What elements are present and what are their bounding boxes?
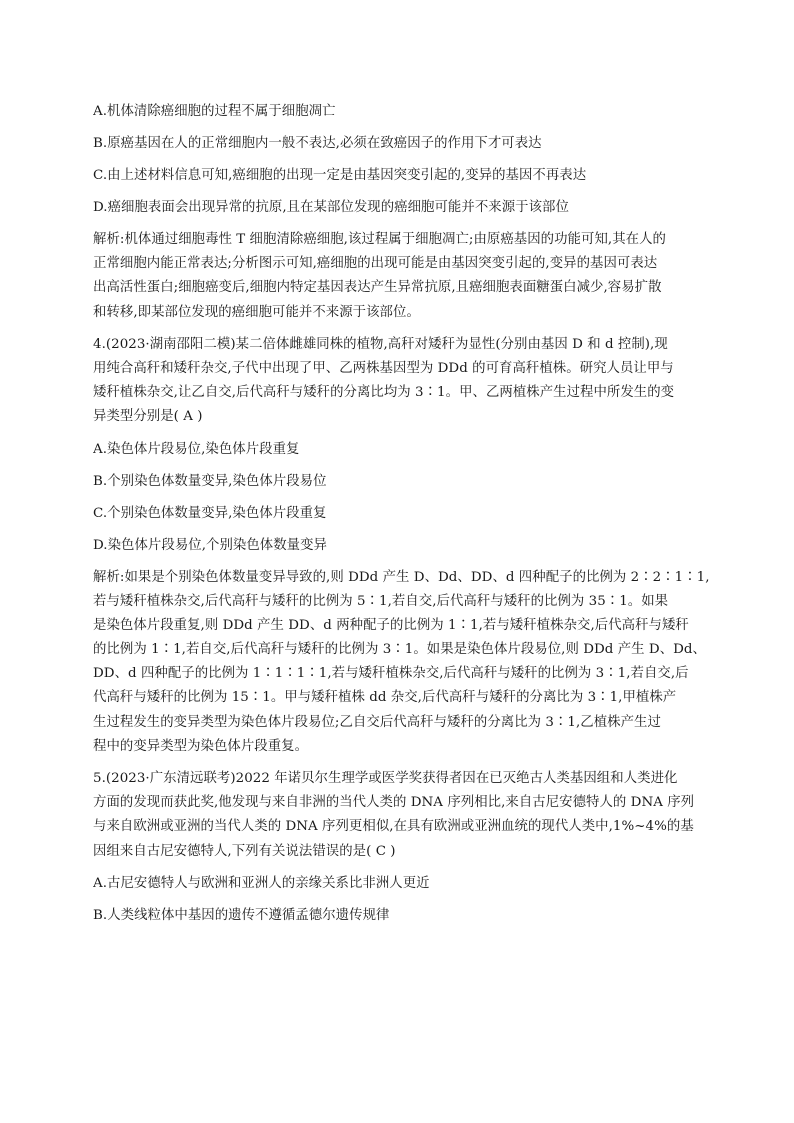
document-page (93, 100, 711, 936)
analysis-line: 生过程发生的变异类型为染色体片段易位;乙自交后代高秆与矮秆的分离比为 3∶1,乙植株产生过 (93, 714, 661, 730)
q5-option-a: A.古尼安德特人与欧洲和亚洲人的亲缘关系比非洲人更近 (93, 875, 430, 891)
q4-analysis (93, 566, 711, 760)
q3-option-b: B.原癌基因在人的正常细胞内一般不表达,必须在致癌因子的作用下才可表达 (93, 136, 542, 151)
question-line: 与来自欧洲或亚洲的当代人类的 DNA 序列更相似,在具有欧洲或亚洲血统的现代人类中,1%~4%的基 (93, 819, 694, 835)
question-line: 用纯合高秆和矮秆杂交,子代中出现了甲、乙两株基因型为 DDd 的可育高秆植株。研究人员让甲与 (93, 360, 674, 376)
q3-options (93, 100, 711, 220)
analysis-line: 出高活性蛋白;细胞癌变后,细胞内特定基因表达产生异常抗原,且癌细胞表面糖蛋白减少,容易扩散 (93, 280, 662, 296)
analysis-line: 正常细胞内能正常表达;分析图示可知,癌细胞的出现可能是由基因突变引起的,变异的基因可表达 (93, 256, 658, 272)
q4-options (93, 438, 711, 558)
q4-stem (93, 333, 711, 430)
q5-stem (93, 767, 711, 864)
q4-option-c: C.个别染色体数量变异,染色体片段重复 (93, 505, 327, 521)
question-line: 5.(2023·广东清远联考)2022 年诺贝尔生理学或医学奖获得者因在已灭绝古人类基因组和人类进化 (93, 771, 678, 786)
analysis-line: 程中的变异类型为染色体片段重复。 (93, 738, 309, 754)
analysis-line: DD、d 四种配子的比例为 1∶1∶1∶1,若与矮秆植株杂交,后代高秆与矮秆的比例为 3∶1,若自交,后 (93, 666, 689, 682)
analysis-line: 是染色体片段重复,则 DDd 产生 DD、d 两种配子的比例为 1∶1,若与矮秆植株杂交,后代高秆与矮秆 (93, 617, 689, 633)
analysis-line: 代高秆与矮秆的比例为 15∶1。甲与矮秆植株 dd 杂交,后代高秆与矮秆的分离比为 3∶1,甲植株产 (93, 690, 677, 706)
q5-options (93, 872, 711, 928)
question-line: 方面的发现而获此奖,他发现与来自非洲的当代人类的 DNA 序列相比,来自古尼安德特人的 DNA 序列 (93, 795, 695, 811)
question-line: 异类型分别是( A ) (93, 409, 203, 425)
analysis-line: 解析:如果是个别染色体数量变异导致的,则 DDd 产生 D、Dd、DD、d 四种配子的比例为 2∶2∶1∶1, (93, 569, 710, 585)
question-line: 矮秆植株杂交,让乙自交,后代高秆与矮秆的分离比均为 3∶1。甲、乙两植株产生过程中所发生的变 (93, 385, 675, 401)
question-line: 因组来自古尼安德特人,下列有关说法错误的是( C ) (93, 843, 396, 859)
analysis-line: 和转移,即某部位发现的癌细胞可能并不来源于该部位。 (93, 304, 420, 320)
analysis-line: 若与矮秆植株杂交,后代高秆与矮秆的比例为 5∶1,若自交,后代高秆与矮秆的比例为 35∶1。如果 (93, 593, 669, 609)
q3-option-c: C.由上述材料信息可知,癌细胞的出现一定是由基因突变引起的,变异的基因不再表达 (93, 168, 587, 183)
q3-analysis (93, 228, 711, 325)
q4-option-a: A.染色体片段易位,染色体片段重复 (93, 441, 300, 457)
analysis-line: 的比例为 1∶1,若自交,后代高秆与矮秆的比例为 3∶1。如果是染色体片段易位,则 DDd 产生 D、Dd、 (93, 642, 706, 658)
q3-option-d: D.癌细胞表面会出现异常的抗原,且在某部位发现的癌细胞可能并不来源于该部位 (93, 200, 569, 215)
analysis-line: 解析:机体通过细胞毒性 T 细胞清除癌细胞,该过程属于细胞凋亡;由原癌基因的功能可知,其在人的 (93, 232, 666, 247)
q4-option-b: B.个别染色体数量变异,染色体片段易位 (93, 473, 327, 489)
question-line: 4.(2023·湖南邵阳二模)某二倍体雌雄同株的植物,高秆对矮秆为显性(分别由基因 D 和 d 控制),现 (93, 336, 668, 352)
q4-option-d: D.染色体片段易位,个别染色体数量变异 (93, 537, 327, 553)
q5-option-b: B.人类线粒体中基因的遗传不遵循孟德尔遗传规律 (93, 907, 390, 923)
q3-option-a: A.机体清除癌细胞的过程不属于细胞凋亡 (93, 104, 336, 119)
